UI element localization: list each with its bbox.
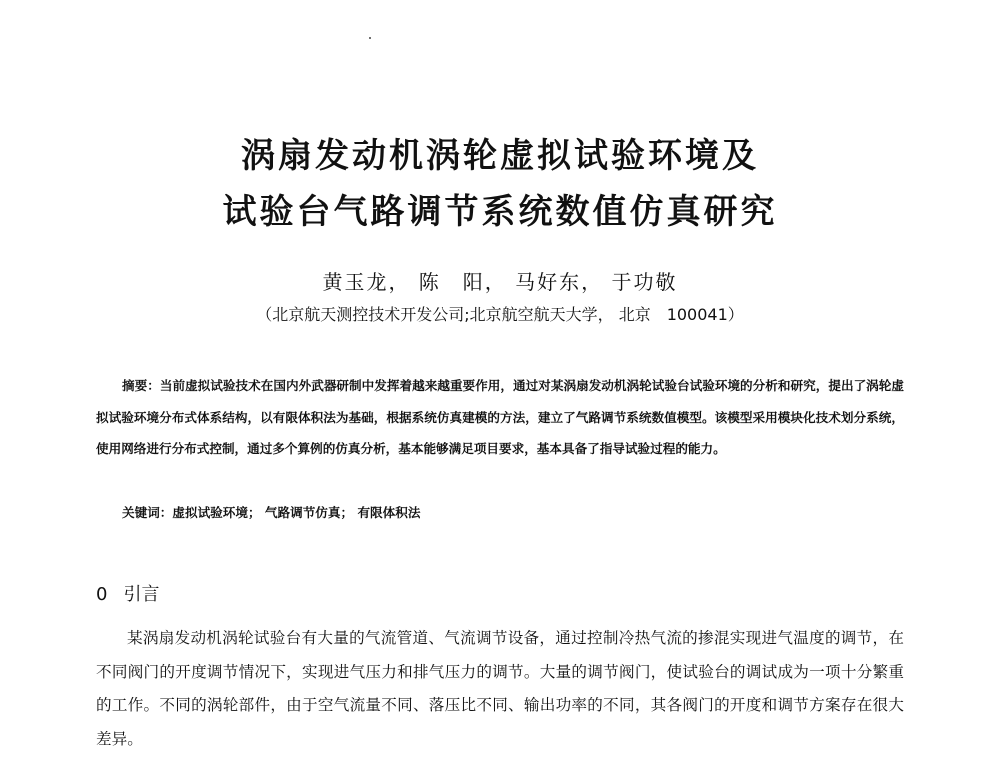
keywords-label: 关键词： — [122, 505, 173, 520]
author-list: 黄玉龙， 陈 阳， 马好东， 于功敬 — [322, 270, 678, 294]
keywords — [122, 502, 420, 521]
abstract-label: 摘要： — [122, 378, 160, 393]
paper-title-line-1: 涡扇发动机涡轮虚拟试验环境及 — [241, 136, 759, 176]
author-affiliation: （北京航天测控技术开发公司;北京航空航天大学， 北京 100041） — [256, 305, 744, 324]
section-number: 0 — [96, 584, 108, 605]
body-paragraph: 某涡扇发动机涡轮试验台有大量的气流管道、气流调节设备，通过控制冷热气流的掺混实现进气温度的调节，在不同阀门的开度调节情况下，实现进气压力和排气压力的调节。大量的调节阀门，使试验台的调试成为一项十分繁重的工作。不同的涡轮部件，由于空气流量不同、落压比不同、输出功率的不同，其各阀门的开度和调节方案存在很大差异。 — [96, 629, 904, 748]
section-title: 引言 — [123, 584, 160, 605]
section-heading — [96, 580, 159, 606]
abstract-text: 当前虚拟试验技术在国内外武器研制中发挥着越来越重要作用，通过对某涡扇发动机涡轮试验台试验环境的分析和研究，提出了涡轮虚拟试验环境分布式体系结构，以有限体积法为基础，根据系统仿真建模的方法，建立了气路调节系统数值模型。该模型采用模块化技术划分系统，使用网络进行分布式控制，通过多个算例的仿真分析，基本能够满足项目要求，基本具备了指导试验过程的能力。 — [96, 378, 905, 457]
scan-artifact — [369, 37, 371, 39]
paper-title-line-2: 试验台气路调节系统数值仿真研究 — [222, 192, 778, 232]
keywords-text: 虚拟试验环境； 气路调节仿真； 有限体积法 — [172, 505, 421, 520]
abstract — [96, 370, 904, 465]
